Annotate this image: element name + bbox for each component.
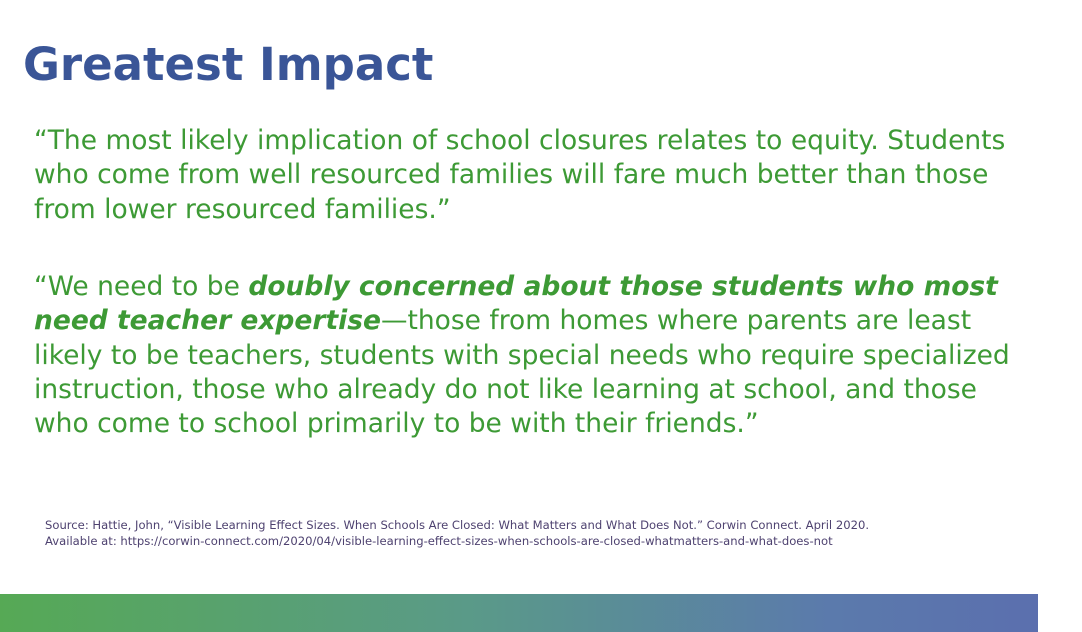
quote-concern-lead: “We need to be <box>34 271 249 302</box>
quote-concern-emphasis: doubly concerned about those students who most need teacher expertise <box>34 271 998 337</box>
source-citation <box>45 518 1065 549</box>
quote-equity: “The most likely implication of school closures relates to equity. Students who come from well resourced families will fare much better than those from lower resourced families.” <box>34 125 1006 225</box>
bottom-gradient-bar <box>0 594 1038 632</box>
source-line-url: Available at: https://corwin-connect.com/2020/04/visible-learning-effect-sizes-when-schools-are-closed-whatmatters-and-what-does-not <box>45 533 833 548</box>
quote-concern <box>34 270 1034 441</box>
source-line-citation: Source: Hattie, John, “Visible Learning Effect Sizes. When Schools Are Closed: What Matters and What Does Not.” Corwin Connect. April 2020. <box>45 518 870 532</box>
slide-title: Greatest Impact <box>23 38 434 91</box>
quote-concern-rest: —those from homes where parents are least likely to be teachers, students with special needs who require specialized instruction, those who already do not like learning at school, and those who come to school primarily to be with their friends.” <box>34 305 1010 440</box>
